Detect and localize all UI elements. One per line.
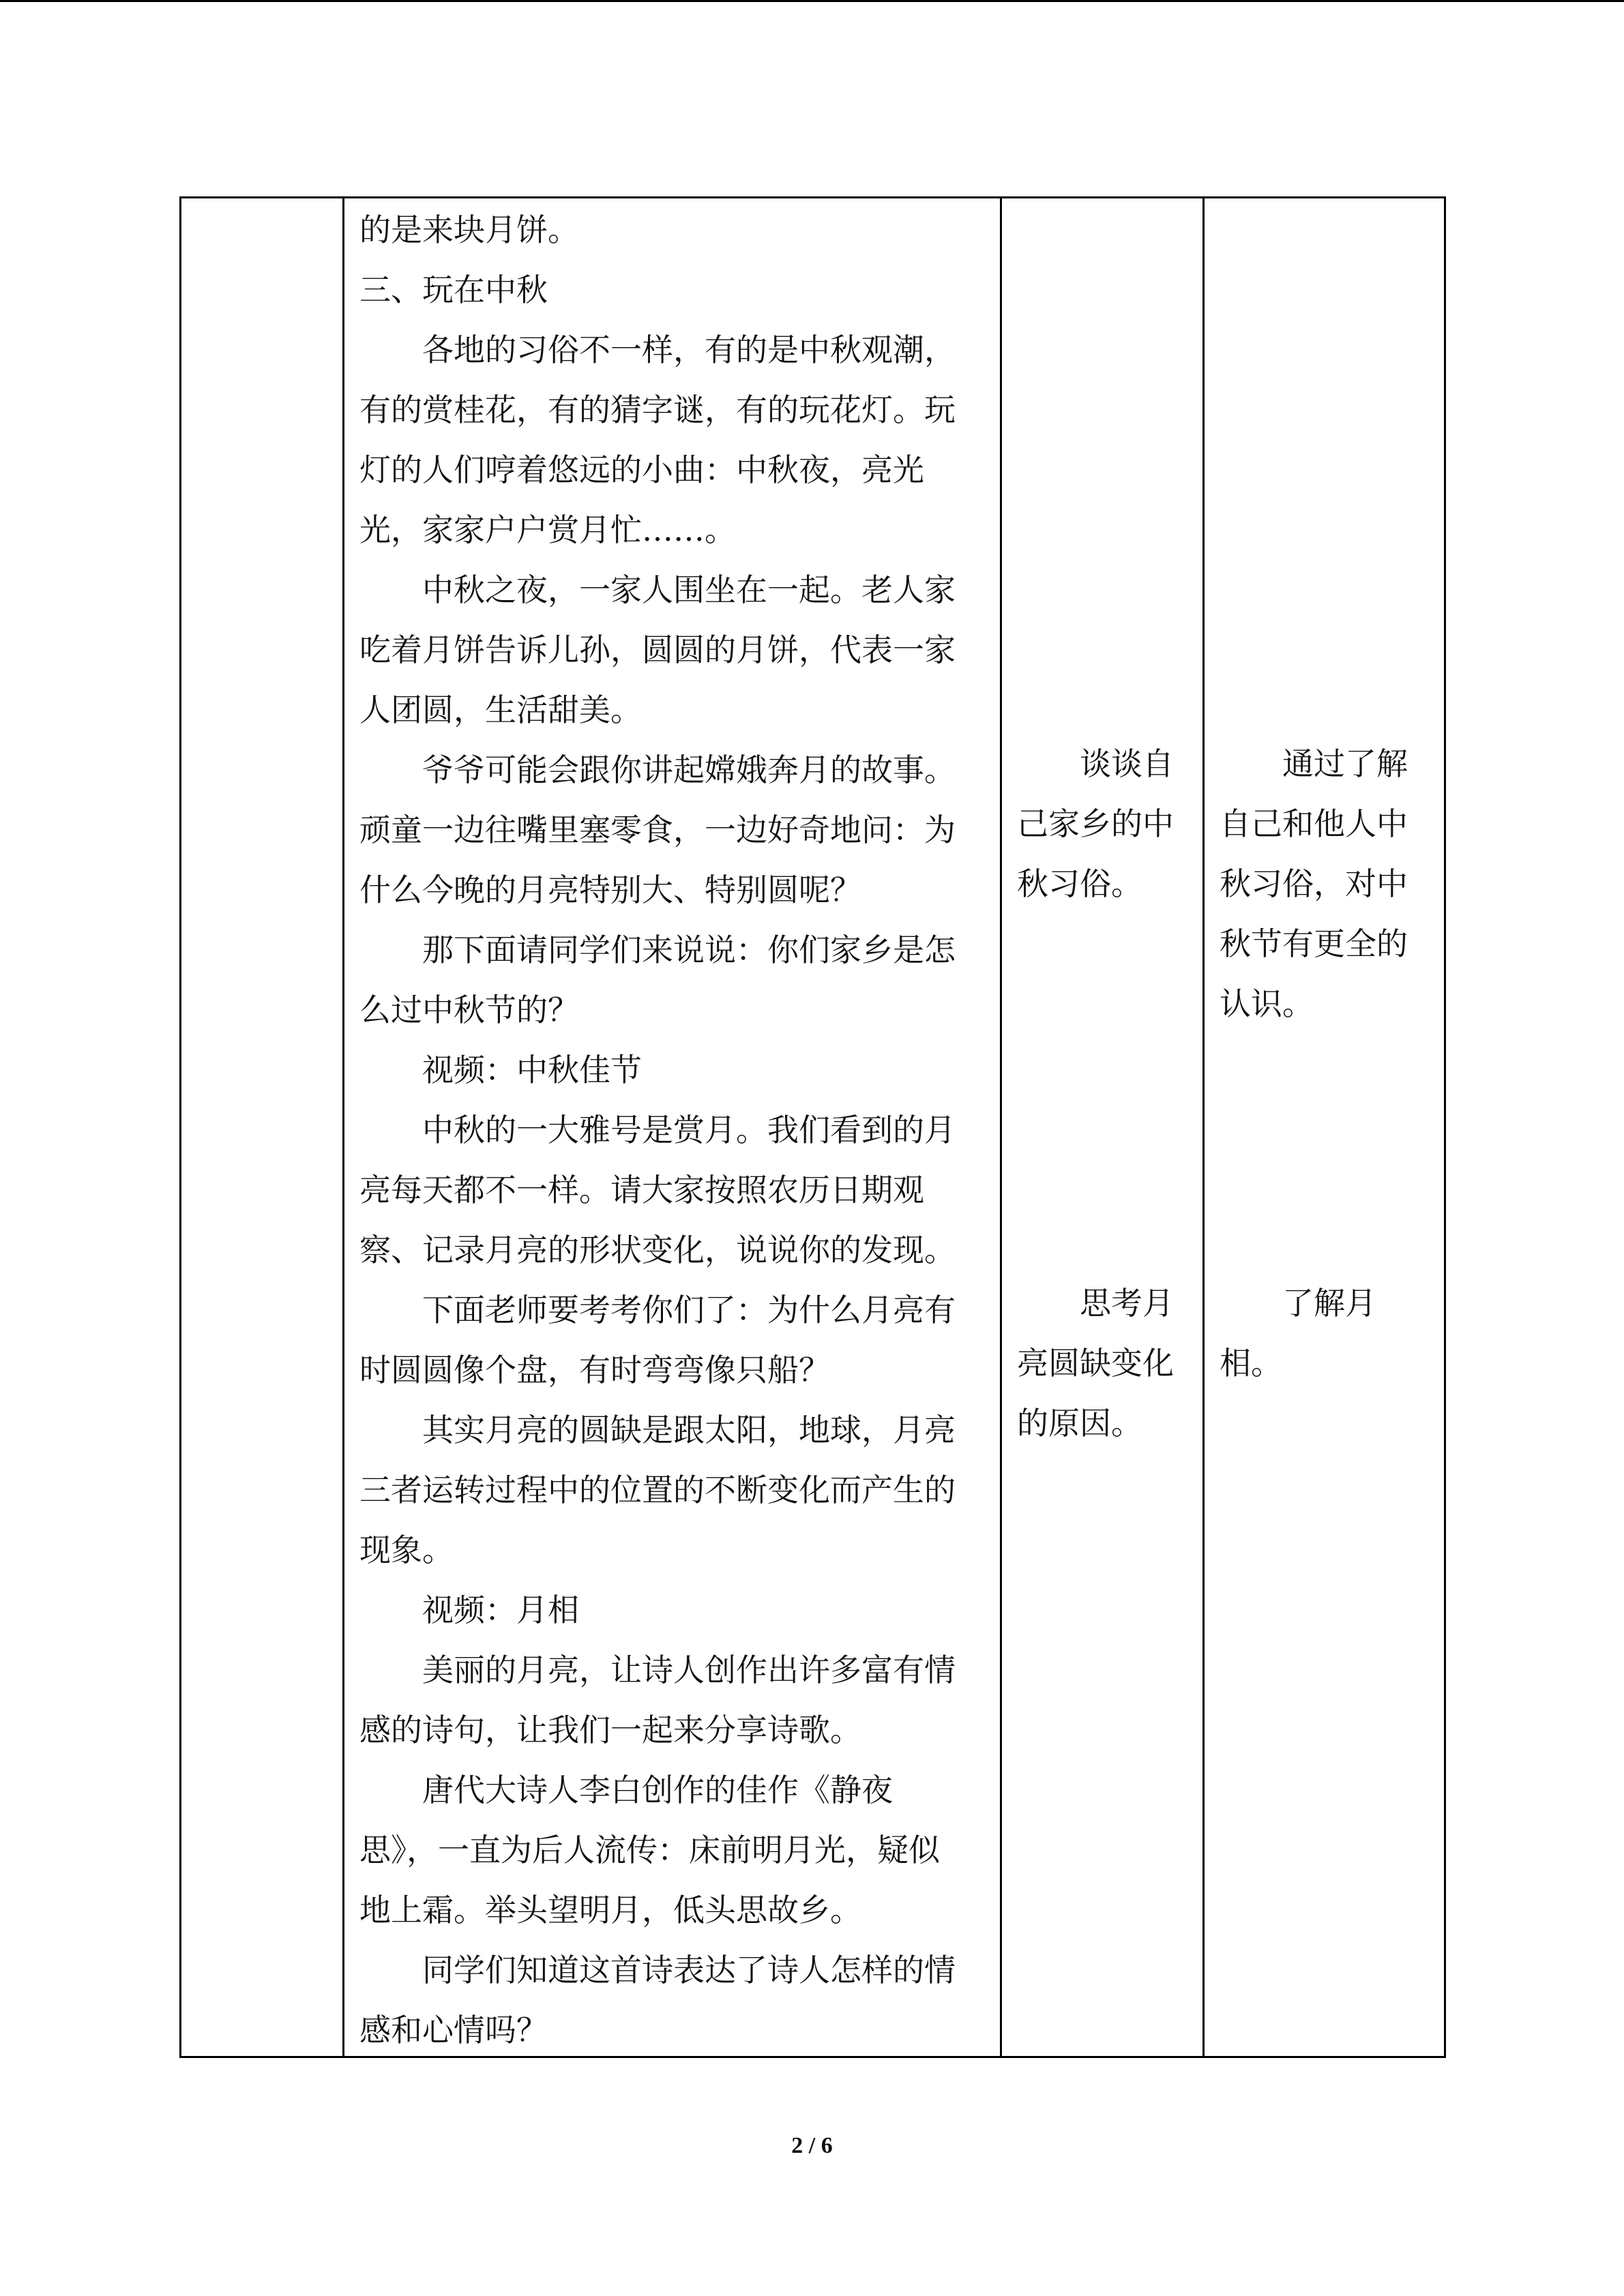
page-number: 2 / 6 xyxy=(791,2133,833,2158)
activity-text-line: 地上霜。举头望明月，低头思故乡。 xyxy=(359,1892,861,1928)
student-activity-text-line: 的原因。 xyxy=(1017,1405,1142,1442)
design-intent-text-line: 自己和他人中 xyxy=(1220,805,1408,842)
activity-text-line: 顽童一边往嘴里塞零食，一边好奇地问：为 xyxy=(359,811,956,848)
activity-text-line: 感的诗句，让我们一起来分享诗歌。 xyxy=(359,1712,861,1748)
activity-text-line: 感和心情吗？ xyxy=(359,2012,548,2048)
design-intent-text-line: 秋习俗，对中 xyxy=(1220,865,1408,902)
activity-text-line: 其实月亮的圆缺是跟太阳，地球，月亮 xyxy=(359,1412,956,1448)
activity-text-line: 思》，一直为后人流传：床前明月光，疑似 xyxy=(359,1832,940,1868)
activity-text-line: 察、记录月亮的形状变化，说说你的发现。 xyxy=(359,1232,956,1268)
teaching-activity-cell xyxy=(344,198,1000,2056)
student-activity-text-line: 己家乡的中 xyxy=(1017,805,1174,842)
activity-text-line: 亮每天都不一样。请大家按照农历日期观 xyxy=(359,1172,924,1208)
activity-text-line: 三、玩在中秋 xyxy=(359,271,548,308)
student-activity-text-line: 思考月 xyxy=(1017,1285,1174,1322)
activity-text-line: 灯的人们哼着悠远的小曲：中秋夜，亮光 xyxy=(359,451,924,488)
activity-text-line: 的是来块月饼。 xyxy=(359,211,579,248)
activity-text-line: 下面老师要考考你们了：为什么月亮有 xyxy=(359,1292,956,1328)
activity-text-line: 爷爷可能会跟你讲起嫦娥奔月的故事。 xyxy=(359,751,956,788)
activity-text-line: 中秋的一大雅号是赏月。我们看到的月 xyxy=(359,1112,956,1148)
student-activity-text-line: 亮圆缺变化 xyxy=(1017,1345,1174,1382)
activity-text-line: 三者运转过程中的位置的不断变化而产生的 xyxy=(359,1472,956,1508)
student-activity-text-line: 谈谈自 xyxy=(1017,745,1174,782)
activity-text-line: 有的赏桂花，有的猜字谜，有的玩花灯。玩 xyxy=(359,391,956,428)
design-intent-text-line: 认识。 xyxy=(1220,985,1314,1022)
activity-text-line: 那下面请同学们来说说：你们家乡是怎 xyxy=(359,931,956,968)
page-top-border xyxy=(0,0,1624,2)
activity-text-line: 美丽的月亮，让诗人创作出许多富有情 xyxy=(359,1652,956,1688)
activity-text-line: 视频：月相 xyxy=(359,1592,579,1628)
activity-text-line: 么过中秋节的？ xyxy=(359,992,579,1028)
student-activity-cell xyxy=(1002,198,1202,2056)
design-intent-text-line: 相。 xyxy=(1220,1345,1282,1382)
student-activity-text-line: 秋习俗。 xyxy=(1017,865,1142,902)
stage-column-cell xyxy=(181,198,342,2056)
activity-text-line: 什么今晚的月亮特别大、特别圆呢？ xyxy=(359,871,861,908)
activity-text-line: 各地的习俗不一样，有的是中秋观潮， xyxy=(359,331,956,368)
activity-text-line: 人团圆，生活甜美。 xyxy=(359,691,642,728)
activity-text-line: 吃着月饼告诉儿孙，圆圆的月饼，代表一家 xyxy=(359,631,956,668)
activity-text-line: 现象。 xyxy=(359,1532,454,1568)
design-intent-text-line: 了解月 xyxy=(1220,1285,1376,1322)
lesson-plan-table xyxy=(179,196,1446,2058)
design-intent-text-line: 通过了解 xyxy=(1220,745,1408,782)
activity-text-line: 光，家家户户赏月忙……。 xyxy=(359,511,736,548)
activity-text-line: 视频：中秋佳节 xyxy=(359,1052,642,1088)
activity-text-line: 时圆圆像个盘，有时弯弯像只船？ xyxy=(359,1352,830,1388)
activity-text-line: 同学们知道这首诗表达了诗人怎样的情 xyxy=(359,1952,956,1988)
design-intent-text-line: 秋节有更全的 xyxy=(1220,925,1408,962)
activity-text-line: 中秋之夜，一家人围坐在一起。老人家 xyxy=(359,571,956,608)
activity-text-line: 唐代大诗人李白创作的佳作《静夜 xyxy=(359,1772,893,1808)
design-intent-cell xyxy=(1205,198,1446,2056)
